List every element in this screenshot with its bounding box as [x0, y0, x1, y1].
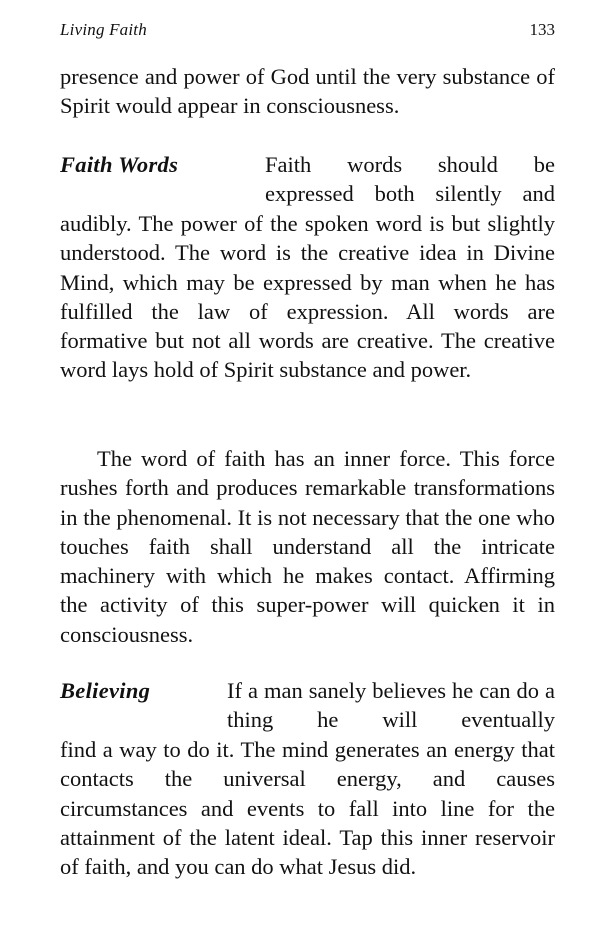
- section-lead-believing: If a man sanely believes he can do a thing he will eventually: [227, 678, 555, 733]
- running-head: [60, 20, 555, 44]
- body-text: [60, 62, 555, 902]
- section-paragraph-faith-words-2: The word of faith has an inner force. This force rushes forth and produces remarkable transformations in the phenomenal. It is not necessary that the one who touches faith shall understand all the intricate machinery with which he makes contact. Affirming the activity of this super-power will quicken it in consciousness.: [60, 446, 555, 647]
- section-heading-believing: Believing: [60, 678, 151, 703]
- running-title: Living Faith: [60, 20, 147, 39]
- section-heading-faith-words: Faith Words: [60, 152, 179, 177]
- page-number: 133: [529, 20, 555, 39]
- opening-paragraph: presence and power of God until the very substance of Spirit would appear in consciousness.: [60, 64, 555, 119]
- section-lead-faith-words: Faith words should be expressed both silently and: [265, 152, 555, 207]
- section-body-faith-words: audibly. The power of the spoken word is but slightly understood. The word is the creative idea in Divine Mind, which may be expressed by man when he has fulfilled the law of expression. All words are formative but not all words are creative. The creative word lays hold of Spirit substance and power.: [60, 211, 555, 383]
- section-body-believing: find a way to do it. The mind generates an energy that contacts the universal energy, and causes circumstances and events to fall into line for the attainment of the latent ideal. Tap this inner reservoir of faith, and you can do what Jesus did.: [60, 737, 555, 880]
